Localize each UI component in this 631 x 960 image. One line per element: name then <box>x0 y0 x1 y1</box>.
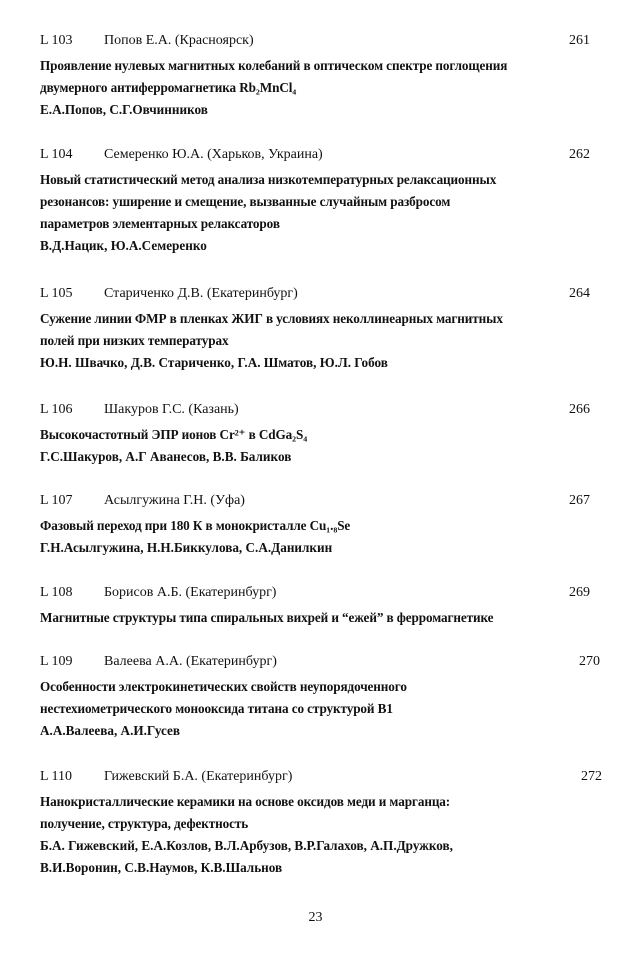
entry-l103 <box>40 33 600 121</box>
entry-code: L 103 <box>40 33 73 48</box>
entry-presenter: Борисов А.Б. (Екатеринбург) <box>104 585 277 600</box>
entry-title-line: Сужение линии ФМР в пленках ЖИГ в условиях неколлинеарных магнитных <box>40 311 503 326</box>
entry-page: 262 <box>569 147 590 162</box>
entry-presenter: Семеренко Ю.А. (Харьков, Украина) <box>104 147 323 162</box>
entry-title-line: Нанокристаллические керамики на основе оксидов меди и марганца: <box>40 794 451 809</box>
entry-title-line: Магнитные структуры типа спиральных вихрей и “ежей” в ферромагнетике <box>40 610 494 625</box>
entry-presenter: Валеева А.А. (Екатеринбург) <box>104 654 277 669</box>
entry-presenter: Гижевский Б.А. (Екатеринбург) <box>104 769 293 784</box>
entry-code: L 110 <box>40 769 73 784</box>
entry-page: 269 <box>569 585 590 600</box>
entry-page: 272 <box>581 769 602 784</box>
entry-code: L 104 <box>40 147 73 162</box>
entry-page: 261 <box>569 33 590 48</box>
entry-l110 <box>40 769 600 879</box>
entry-header <box>40 493 600 515</box>
entry-l105 <box>40 286 600 374</box>
entry-l107 <box>40 493 600 559</box>
entry-title-line: Новый статистический метод анализа низкотемпературных релаксационных <box>40 172 497 187</box>
entry-authors: Е.А.Попов, С.Г.Овчинников <box>40 102 208 117</box>
entry-title-line: резонансов: уширение и смещение, вызванные случайным разбросом <box>40 194 451 209</box>
entry-header <box>40 585 600 607</box>
entry-header <box>40 402 600 424</box>
entry-header <box>40 33 600 55</box>
entry-authors: А.А.Валеева, А.И.Гусев <box>40 723 181 738</box>
entry-code: L 108 <box>40 585 73 600</box>
entry-authors: Б.А. Гижевский, Е.А.Козлов, В.Л.Арбузов, В.Р.Галахов, А.П.Дружков, <box>40 838 453 853</box>
entry-page: 267 <box>569 493 590 508</box>
entry-presenter: Асылгужина Г.Н. (Уфа) <box>104 493 245 508</box>
entry-page: 270 <box>579 654 600 669</box>
entry-presenter: Шакуров Г.С. (Казань) <box>104 402 239 417</box>
entry-title-line: полей при низких температурах <box>40 333 229 348</box>
entry-authors: В.И.Воронин, С.В.Наумов, К.В.Шальнов <box>40 860 283 875</box>
entry-l106 <box>40 402 600 468</box>
entry-code: L 107 <box>40 493 73 508</box>
entry-header <box>40 769 600 791</box>
entry-code: L 105 <box>40 286 73 301</box>
entry-presenter: Попов Е.А. (Красноярск) <box>104 33 254 48</box>
entry-l109 <box>40 654 600 742</box>
entry-title-line: получение, структура, дефектность <box>40 816 249 831</box>
entry-title-line: Особенности электрокинетических свойств неупорядоченного <box>40 679 407 694</box>
entry-title-line: Проявление нулевых магнитных колебаний в оптическом спектре поглощения <box>40 58 508 73</box>
page-number: 23 <box>308 910 323 925</box>
entry-header <box>40 286 600 308</box>
entry-code: L 106 <box>40 402 73 417</box>
entry-page: 264 <box>569 286 590 301</box>
entry-l104 <box>40 147 600 257</box>
entry-title-line: параметров элементарных релаксаторов <box>40 216 280 231</box>
entry-page: 266 <box>569 402 590 417</box>
entry-authors: Г.С.Шакуров, А.Г Аванесов, В.В. Баликов <box>40 449 292 464</box>
entry-title-line: двумерного антиферромагнетика Rb₂MnCl₄ <box>40 80 297 95</box>
entry-code: L 109 <box>40 654 73 669</box>
entry-title-line: нестехиометрического монооксида титана со структурой B1 <box>40 701 393 716</box>
entry-authors: Ю.Н. Швачко, Д.В. Стариченко, Г.А. Шматов, Ю.Л. Гобов <box>40 355 388 370</box>
entry-header <box>40 654 600 676</box>
entry-header <box>40 147 600 169</box>
entry-authors: В.Д.Нацик, Ю.А.Семеренко <box>40 238 207 253</box>
entry-title-line: Высокочастотный ЭПР ионов Cr²⁺ в CdGa₂S₄ <box>40 427 308 442</box>
entry-title-line: Фазовый переход при 180 К в монокристалле Cu₁.₈Se <box>40 518 351 533</box>
entry-authors: Г.Н.Асылгужина, Н.Н.Биккулова, С.А.Данилкин <box>40 540 333 555</box>
entry-presenter: Стариченко Д.В. (Екатеринбург) <box>104 286 298 301</box>
entry-l108 <box>40 585 600 629</box>
